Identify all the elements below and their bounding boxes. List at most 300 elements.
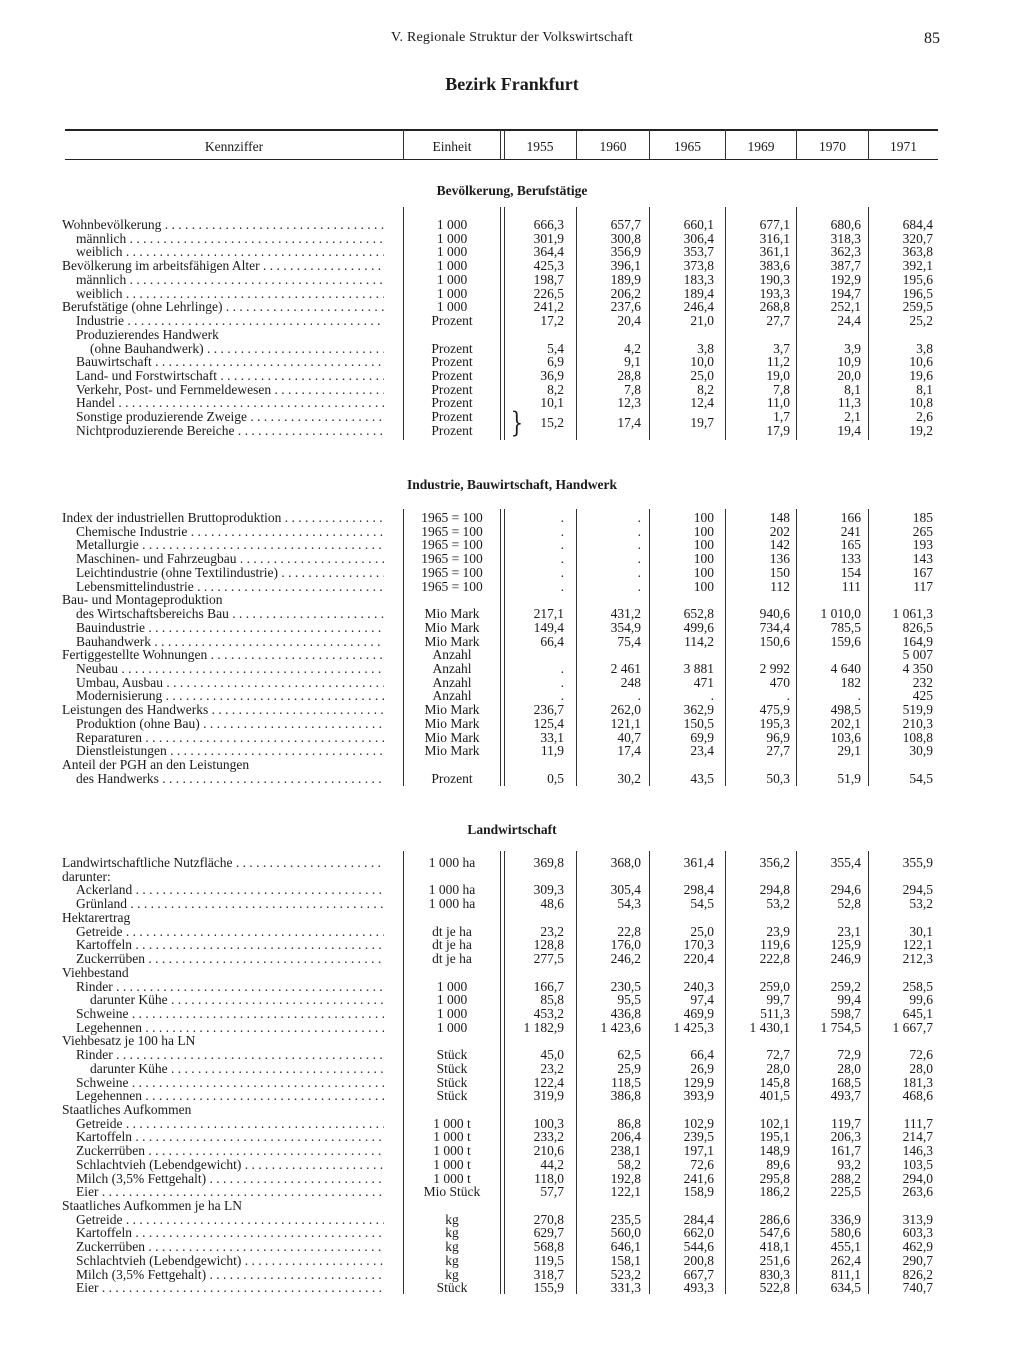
row-label: Viehbestand [62,965,129,980]
column-header-1970: 1970 [819,139,846,154]
value-1970: 192,9 [830,271,861,287]
table-row [0,1130,1024,1144]
value-1970: 580,6 [830,1225,861,1241]
value-1971: 425 [912,688,933,704]
table-row [0,580,1024,594]
value-1960: . [637,688,641,704]
value-1960: 30,2 [617,770,641,786]
value-1960: 189,9 [610,271,641,287]
value-1971: 5 007 [902,647,933,663]
table-row [0,897,1024,911]
value-1970: 166 [840,510,861,525]
value-1970: 202,1 [830,715,861,731]
column-header-kennziffer: Kennziffer [204,139,264,154]
table-row [0,648,1024,662]
column-rule [576,129,577,160]
table-row [0,1172,1024,1186]
value-1960: 54,3 [617,896,641,912]
value-1965: 69,9 [690,729,714,745]
value-1955: 23,2 [540,1060,564,1076]
value-1960: 657,7 [610,217,641,232]
value-1965: 241,6 [683,1170,714,1186]
value-1970: 125,9 [830,937,861,953]
value-1955: 118,0 [534,1170,564,1186]
value-1971: 143 [912,551,933,567]
value-1965: 362,9 [683,702,714,718]
row-unit: Stück [436,1047,468,1063]
value-1965: 240,3 [683,978,714,994]
row-unit: kg [445,1225,459,1241]
value-1955: 122,4 [533,1074,564,1090]
value-1971: 826,2 [902,1266,933,1282]
table-row [0,635,1024,649]
value-1955: 100,3 [533,1115,564,1131]
value-1960: . [637,578,641,594]
row-label: darunter Kühe . . . [90,1062,384,1076]
value-1955: 319,9 [533,1088,564,1104]
value-1971: 167 [912,564,933,580]
value-1970: 1 754,5 [820,1019,861,1035]
value-1960: . [637,564,641,580]
brace-symbol: } [510,406,524,439]
value-1965: 114,2 [684,633,714,649]
value-1965: 373,8 [683,258,714,274]
column-rule [868,129,869,160]
value-1971: 72,6 [909,1047,933,1063]
value-1969: 361,1 [759,244,790,260]
value-1965: 660,1 [683,217,714,232]
row-label: Grünland . . . [76,897,384,911]
value-1955: 149,4 [533,619,564,635]
value-1969: 202 [769,523,790,539]
table-row [0,870,1024,884]
value-1965: 3 881 [683,660,714,676]
table-row [0,287,1024,301]
value-1969: 547,6 [759,1225,790,1241]
table-row [0,1048,1024,1062]
column-rule [500,129,501,160]
value-1971: 111,7 [903,1115,933,1131]
row-label: Leichtindustrie (ohne Textilindustrie) . . . [76,566,384,580]
table-row [0,744,1024,758]
row-label: Lebensmittelindustrie . . . [76,580,384,594]
row-label: Index der industriellen Bruttoproduktion . . . [62,511,384,525]
row-unit: Prozent [431,340,473,356]
value-1965: 100 [693,564,714,580]
value-1971: 19,6 [909,367,933,383]
row-label: Legehennen . . . [76,1021,384,1035]
value-1960: 158,1 [610,1252,641,1268]
value-1965: 170,3 [683,937,714,953]
row-unit: Prozent [431,354,473,370]
row-unit: 1 000 t [433,1129,471,1145]
table-row [0,980,1024,994]
value-1960: 356,9 [610,244,641,260]
row-unit: Mio Mark [424,715,480,731]
value-1970: 51,9 [837,770,861,786]
value-1969: 2 992 [759,660,790,676]
row-label: Produzierendes Handwerk [76,327,219,342]
table-row [0,966,1024,980]
value-1960: 436,8 [610,1005,641,1021]
value-1955: 23,2 [540,923,564,939]
table-row [0,525,1024,539]
value-1971: 146,3 [902,1143,933,1159]
value-1955: 277,5 [533,951,564,966]
section-title: Landwirtschaft [467,822,557,837]
value-1955: 301,9 [533,230,564,246]
value-1965: 298,4 [683,882,714,898]
value-1960: 1 423,6 [600,1019,641,1035]
value-1971: 265 [912,523,933,539]
value-1965: 189,4 [683,285,714,301]
table-row [0,856,1024,870]
table-row [0,1240,1024,1254]
row-label: Industrie . . . [76,314,384,328]
row-label: Bevölkerung im arbeitsfähigen Alter . . . [62,259,384,273]
value-1965: 100 [693,510,714,525]
value-1970: 10,9 [837,354,861,370]
merged-value-row [0,416,1024,430]
value-1965: 284,4 [683,1211,714,1227]
table-row [0,925,1024,939]
row-unit: Prozent [431,313,473,328]
table-row [0,566,1024,580]
table-row [0,731,1024,745]
value-1965: 100 [693,578,714,594]
value-1960: 22,8 [617,923,641,939]
value-1955: 10,1 [540,395,564,411]
table-row [0,383,1024,397]
value-1965: 197,1 [683,1143,714,1159]
value-1970: 111 [841,578,861,594]
value-1969: 1,7 [773,409,790,425]
row-label: Bauhandwerk . . . [76,635,384,649]
row-label: Metallurgie . . . [76,538,384,552]
value-1970: 1 010,0 [820,606,861,621]
value-1969: 28,0 [766,1060,790,1076]
row-label: männlich . . . [76,232,384,246]
value-1960: 300,8 [610,230,641,246]
row-label: Kartoffeln . . . [76,938,384,952]
value-1969: 190,3 [759,271,790,287]
table-row [0,1213,1024,1227]
table-row [0,938,1024,952]
column-rule [796,129,797,160]
value-1971: 122,1 [902,937,933,953]
row-label: Milch (3,5% Fettgehalt) . . . [76,1268,384,1282]
value-1955: 128,8 [533,937,564,953]
value-1969: 475,9 [759,702,790,718]
value-1955: . [560,523,564,539]
value-1969: 511,3 [760,1005,790,1021]
value-1970: 52,8 [837,896,861,912]
value-1955: . [560,564,564,580]
value-1969: 3,7 [773,340,790,356]
value-1965: 8,2 [697,381,714,397]
row-label: Getreide . . . [76,1117,384,1131]
row-unit: Mio Stück [423,1184,481,1200]
table-row [0,314,1024,328]
value-1965: 662,0 [683,1225,714,1241]
value-1965: 469,9 [683,1005,714,1021]
table-row [0,993,1024,1007]
value-1971: 54,5 [909,770,933,786]
value-1960: 95,5 [617,992,641,1008]
value-1955: . [560,510,564,525]
row-unit: 1 000 ha [428,896,476,912]
row-label: Viehbesatz je 100 ha LN [62,1034,196,1049]
value-1969: 295,8 [759,1170,790,1186]
value-1965: 3,8 [697,340,714,356]
value-1960: 7,8 [624,381,641,397]
value-1969: 294,8 [759,882,790,898]
value-1955: 318,7 [533,1266,564,1282]
value-1969: 150 [769,564,790,580]
value-1955: 1 182,9 [523,1019,564,1035]
row-label: darunter: [62,869,111,884]
value-1965: 499,6 [683,619,714,635]
value-1965: 493,3 [683,1280,714,1296]
row-label: Anteil der PGH an den Leistungen [62,758,250,772]
value-1971: 826,5 [902,619,933,635]
table-row [0,328,1024,342]
value-1965: 102,9 [683,1115,714,1131]
table-row [0,1034,1024,1048]
value-1955: . [560,688,564,704]
value-1955: 364,4 [533,244,564,260]
value-1969: 53,2 [766,896,790,912]
table-row [0,662,1024,676]
value-1960: 28,8 [617,367,641,383]
row-unit: Mio Mark [424,743,480,759]
row-label: Bauindustrie . . . [76,621,384,635]
value-1965: 23,4 [690,743,714,759]
table-row [0,1281,1024,1295]
value-1955: 236,7 [533,702,564,718]
value-1971: 30,9 [909,743,933,759]
value-1960: 86,8 [617,1115,641,1131]
value-1960: 354,9 [610,619,641,635]
table-row [0,1199,1024,1213]
value-1965: 471 [693,674,714,690]
value-1970: 241 [840,523,861,539]
table-row [0,1062,1024,1076]
value-1971: 1 667,7 [892,1019,933,1035]
value-1960: 431,2 [610,606,641,621]
page-number: 85 [924,30,940,47]
value-1965: 43,5 [690,770,714,786]
value-1970: 154 [840,564,861,580]
row-unit: 1 000 [436,299,468,315]
value-1969: 356,2 [759,855,790,870]
value-1955: . [560,674,564,690]
table-row [0,1226,1024,1240]
value-1965: 21,0 [690,313,714,328]
value-1969: 259,0 [759,978,790,994]
row-label: Fertiggestellte Wohnungen . . . [62,648,384,662]
value-1955: 629,7 [533,1225,564,1241]
row-label: Getreide . . . [76,1213,384,1227]
value-1971: 392,1 [902,258,933,274]
value-1969: 522,8 [759,1280,790,1296]
table-row [0,273,1024,287]
row-unit: 1 000 [436,244,468,260]
row-unit: Mio Mark [424,619,480,635]
value-1960: 192,8 [610,1170,641,1186]
row-unit: 1965 = 100 [421,578,483,594]
value-1969: 251,6 [759,1252,790,1268]
row-label: Schweine . . . [76,1007,384,1021]
value-1970: 168,5 [830,1074,861,1090]
value-1955: 119,5 [534,1252,564,1268]
value-1971: 185 [912,510,933,525]
row-label: Kartoffeln . . . [76,1130,384,1144]
value-1969: 136 [769,551,790,567]
column-header-1955: 1955 [526,139,554,154]
table-row [0,1268,1024,1282]
value-1969: 27,7 [766,313,790,328]
row-unit: 1965 = 100 [421,523,483,539]
value-1960: 17,4 [617,743,641,759]
value-1960: 12,3 [617,395,641,411]
value-1965: 72,6 [690,1156,714,1172]
value-1955: 568,8 [533,1239,564,1255]
value-1969: 418,1 [759,1239,790,1255]
value-1969: 145,8 [759,1074,790,1090]
value-1960: 58,2 [617,1156,641,1172]
value-1969: 148 [769,510,790,525]
value-1969: 286,6 [759,1211,790,1227]
value-1955: 369,8 [533,855,564,870]
value-1965: 158,9 [683,1184,714,1200]
value-1955: 270,8 [533,1211,564,1227]
value-1970: 93,2 [837,1156,861,1172]
row-unit: 1 000 [436,285,468,301]
value-1955: 125,4 [533,715,564,731]
value-1970: 4 640 [830,660,861,676]
value-1960: 246,2 [610,951,641,966]
row-unit: Anzahl [432,688,472,704]
table-row [0,342,1024,356]
value-1971: 468,6 [902,1088,933,1104]
value-1960: 230,5 [610,978,641,994]
value-1970: 28,0 [837,1060,861,1076]
row-unit: 1 000 [436,1005,468,1021]
row-unit: Mio Mark [424,606,480,621]
value-1971: 294,5 [902,882,933,898]
row-unit: Prozent [431,409,473,425]
value-1960: 262,0 [610,702,641,718]
value-1971: 25,2 [909,313,933,328]
value-1960: 121,1 [610,715,641,731]
value-1970: 294,6 [830,882,861,898]
value-1960: 235,5 [610,1211,641,1227]
value-1969: 470 [769,674,790,690]
table-row [0,883,1024,897]
row-label: Eier . . . [76,1185,384,1199]
value-1970: 206,3 [830,1129,861,1145]
row-label: Maschinen- und Fahrzeugbau . . . [76,552,384,566]
value-1969: 195,1 [759,1129,790,1145]
value-1960: 386,8 [610,1088,641,1104]
column-rule [725,129,726,160]
value-1965: 544,6 [683,1239,714,1255]
table-row [0,689,1024,703]
value-1970: 387,7 [830,258,861,274]
value-1955: 155,9 [533,1280,564,1296]
value-1969: 142 [769,537,790,553]
row-unit: kg [445,1211,459,1227]
row-label: Schlachtvieh (Lebendgewicht) . . . [76,1158,384,1172]
table-row [0,1144,1024,1158]
value-1955: 226,5 [533,285,564,301]
value-1970: 72,9 [837,1047,861,1063]
value-1960: 206,4 [610,1129,641,1145]
value-1969: 401,5 [759,1088,790,1104]
value-1955: 166,7 [533,978,564,994]
row-label: Rinder . . . [76,980,384,994]
value-1955: 453,2 [533,1005,564,1021]
value-1970: 8,1 [844,381,861,397]
column-header-1965: 1965 [674,139,701,154]
value-1960: 20,4 [617,313,641,328]
value-1965: 652,8 [683,606,714,621]
value-1970: 133 [840,551,861,567]
value-1955: 217,1 [533,606,564,621]
table-row [0,772,1024,786]
value-1969: 72,7 [766,1047,790,1063]
value-1970: 318,3 [830,230,861,246]
value-1955: 48,6 [540,896,564,912]
row-unit: 1 000 t [433,1170,471,1186]
row-label: Landwirtschaftliche Nutzfläche . . . [62,856,384,870]
value-1970: 24,4 [837,313,861,328]
merged-value-1960: 17,4 [617,415,641,430]
value-1955: 198,7 [533,271,564,287]
value-1969: 7,8 [773,381,790,397]
value-1971: 2,6 [916,409,933,425]
row-label: des Handwerks . . . [76,772,384,786]
value-1970: 336,9 [830,1211,861,1227]
value-1965: 361,4 [683,855,714,870]
value-1971: 8,1 [916,381,933,397]
row-label: Zuckerrüben . . . [76,1144,384,1158]
value-1965: 239,5 [683,1129,714,1145]
column-header-einheit: Einheit [432,139,472,154]
row-unit: 1 000 ha [428,855,476,870]
value-1960: 238,1 [610,1143,641,1159]
value-1960: 2 461 [610,660,641,676]
table-row [0,552,1024,566]
row-label: Rinder . . . [76,1048,384,1062]
row-unit: 1965 = 100 [421,537,483,553]
row-unit: 1 000 [436,271,468,287]
value-1969: 23,9 [766,923,790,939]
row-label: des Wirtschaftsbereichs Bau . . . [76,607,384,621]
value-1965: 100 [693,523,714,539]
row-label: Bau- und Montageproduktion [62,593,223,608]
row-unit: 1 000 t [433,1143,471,1159]
row-label: Land- und Forstwirtschaft . . . [76,369,384,383]
column-rule [649,129,650,160]
value-1960: 305,4 [610,882,641,898]
table-row [0,369,1024,383]
row-unit: 1 000 [436,978,468,994]
value-1969: 677,1 [759,217,790,232]
value-1971: 53,2 [909,896,933,912]
row-label: Hektarertrag [62,910,131,925]
